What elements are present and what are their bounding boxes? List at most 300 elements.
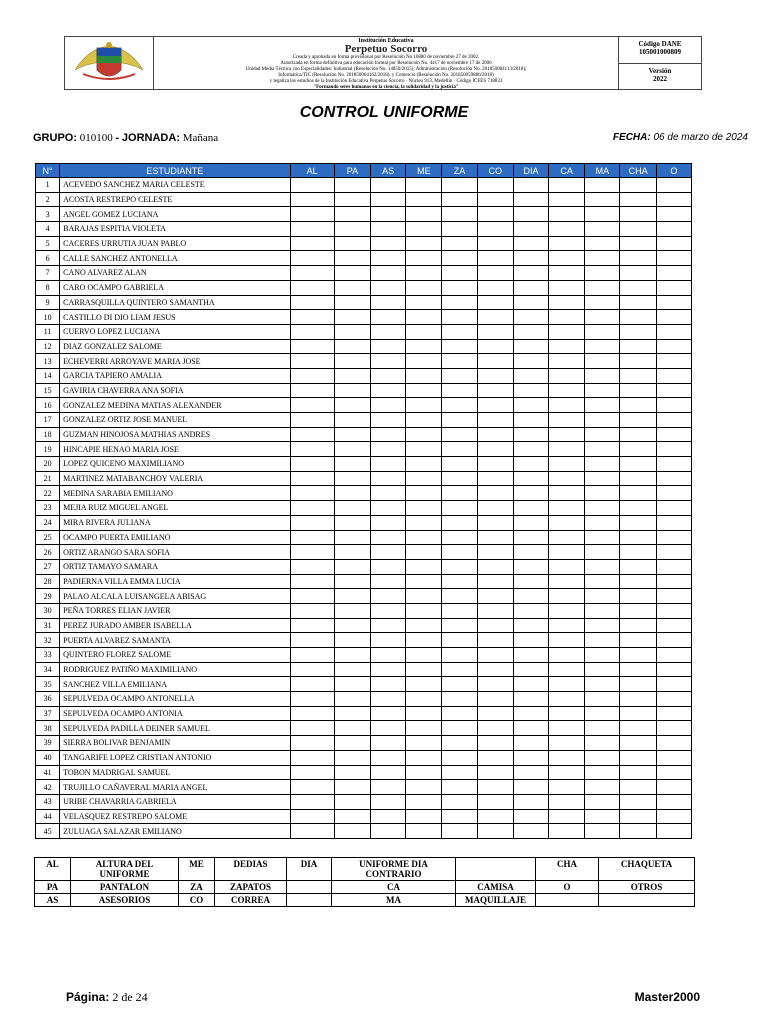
check-cell[interactable] [406, 545, 442, 560]
check-cell[interactable] [334, 618, 370, 633]
check-cell[interactable] [585, 413, 620, 428]
check-cell[interactable] [371, 427, 406, 442]
check-cell[interactable] [442, 721, 477, 736]
check-cell[interactable] [585, 457, 620, 472]
check-cell[interactable] [620, 574, 656, 589]
check-cell[interactable] [513, 427, 548, 442]
check-cell[interactable] [442, 192, 477, 207]
check-cell[interactable] [442, 603, 477, 618]
check-cell[interactable] [290, 457, 334, 472]
check-cell[interactable] [513, 736, 548, 751]
check-cell[interactable] [371, 530, 406, 545]
check-cell[interactable] [290, 178, 334, 193]
check-cell[interactable] [620, 530, 656, 545]
check-cell[interactable] [620, 677, 656, 692]
check-cell[interactable] [334, 192, 370, 207]
check-cell[interactable] [334, 677, 370, 692]
check-cell[interactable] [656, 648, 691, 663]
check-cell[interactable] [371, 794, 406, 809]
check-cell[interactable] [549, 721, 585, 736]
check-cell[interactable] [477, 603, 513, 618]
check-cell[interactable] [549, 178, 585, 193]
check-cell[interactable] [585, 545, 620, 560]
check-cell[interactable] [290, 207, 334, 222]
check-cell[interactable] [513, 794, 548, 809]
check-cell[interactable] [549, 515, 585, 530]
check-cell[interactable] [620, 222, 656, 237]
check-cell[interactable] [406, 222, 442, 237]
check-cell[interactable] [334, 383, 370, 398]
check-cell[interactable] [656, 662, 691, 677]
check-cell[interactable] [334, 178, 370, 193]
check-cell[interactable] [442, 824, 477, 839]
check-cell[interactable] [477, 457, 513, 472]
check-cell[interactable] [334, 398, 370, 413]
check-cell[interactable] [290, 222, 334, 237]
check-cell[interactable] [371, 280, 406, 295]
check-cell[interactable] [442, 398, 477, 413]
check-cell[interactable] [290, 339, 334, 354]
check-cell[interactable] [290, 280, 334, 295]
check-cell[interactable] [442, 545, 477, 560]
check-cell[interactable] [442, 706, 477, 721]
check-cell[interactable] [334, 824, 370, 839]
check-cell[interactable] [585, 603, 620, 618]
check-cell[interactable] [477, 589, 513, 604]
check-cell[interactable] [513, 501, 548, 516]
check-cell[interactable] [334, 794, 370, 809]
check-cell[interactable] [620, 383, 656, 398]
check-cell[interactable] [477, 515, 513, 530]
check-cell[interactable] [585, 618, 620, 633]
check-cell[interactable] [334, 295, 370, 310]
check-cell[interactable] [442, 427, 477, 442]
check-cell[interactable] [442, 530, 477, 545]
check-cell[interactable] [549, 765, 585, 780]
check-cell[interactable] [371, 648, 406, 663]
check-cell[interactable] [477, 692, 513, 707]
check-cell[interactable] [406, 706, 442, 721]
check-cell[interactable] [371, 368, 406, 383]
check-cell[interactable] [620, 809, 656, 824]
check-cell[interactable] [656, 706, 691, 721]
check-cell[interactable] [290, 721, 334, 736]
check-cell[interactable] [290, 324, 334, 339]
check-cell[interactable] [585, 266, 620, 281]
check-cell[interactable] [406, 633, 442, 648]
check-cell[interactable] [620, 794, 656, 809]
check-cell[interactable] [477, 618, 513, 633]
check-cell[interactable] [549, 780, 585, 795]
check-cell[interactable] [513, 721, 548, 736]
check-cell[interactable] [656, 457, 691, 472]
check-cell[interactable] [656, 207, 691, 222]
check-cell[interactable] [585, 207, 620, 222]
check-cell[interactable] [477, 486, 513, 501]
check-cell[interactable] [477, 780, 513, 795]
check-cell[interactable] [656, 310, 691, 325]
check-cell[interactable] [406, 662, 442, 677]
check-cell[interactable] [585, 222, 620, 237]
check-cell[interactable] [334, 633, 370, 648]
check-cell[interactable] [620, 413, 656, 428]
check-cell[interactable] [585, 398, 620, 413]
check-cell[interactable] [290, 692, 334, 707]
check-cell[interactable] [656, 222, 691, 237]
check-cell[interactable] [477, 648, 513, 663]
check-cell[interactable] [371, 824, 406, 839]
check-cell[interactable] [513, 809, 548, 824]
check-cell[interactable] [620, 559, 656, 574]
check-cell[interactable] [620, 442, 656, 457]
check-cell[interactable] [656, 295, 691, 310]
check-cell[interactable] [656, 339, 691, 354]
check-cell[interactable] [442, 178, 477, 193]
check-cell[interactable] [620, 354, 656, 369]
check-cell[interactable] [477, 574, 513, 589]
check-cell[interactable] [585, 559, 620, 574]
check-cell[interactable] [442, 618, 477, 633]
check-cell[interactable] [334, 368, 370, 383]
check-cell[interactable] [406, 677, 442, 692]
check-cell[interactable] [585, 310, 620, 325]
check-cell[interactable] [656, 413, 691, 428]
check-cell[interactable] [334, 339, 370, 354]
check-cell[interactable] [334, 310, 370, 325]
check-cell[interactable] [585, 794, 620, 809]
check-cell[interactable] [585, 178, 620, 193]
check-cell[interactable] [371, 589, 406, 604]
check-cell[interactable] [290, 515, 334, 530]
check-cell[interactable] [656, 603, 691, 618]
check-cell[interactable] [371, 295, 406, 310]
check-cell[interactable] [549, 192, 585, 207]
check-cell[interactable] [656, 501, 691, 516]
check-cell[interactable] [656, 236, 691, 251]
check-cell[interactable] [371, 662, 406, 677]
check-cell[interactable] [513, 222, 548, 237]
check-cell[interactable] [442, 442, 477, 457]
check-cell[interactable] [585, 471, 620, 486]
check-cell[interactable] [513, 354, 548, 369]
check-cell[interactable] [442, 339, 477, 354]
check-cell[interactable] [406, 765, 442, 780]
check-cell[interactable] [406, 648, 442, 663]
check-cell[interactable] [371, 677, 406, 692]
check-cell[interactable] [406, 750, 442, 765]
check-cell[interactable] [334, 266, 370, 281]
check-cell[interactable] [406, 178, 442, 193]
check-cell[interactable] [513, 662, 548, 677]
check-cell[interactable] [477, 222, 513, 237]
check-cell[interactable] [371, 809, 406, 824]
check-cell[interactable] [585, 280, 620, 295]
check-cell[interactable] [513, 178, 548, 193]
check-cell[interactable] [406, 515, 442, 530]
check-cell[interactable] [656, 765, 691, 780]
check-cell[interactable] [442, 589, 477, 604]
check-cell[interactable] [442, 559, 477, 574]
check-cell[interactable] [442, 222, 477, 237]
check-cell[interactable] [371, 442, 406, 457]
check-cell[interactable] [406, 603, 442, 618]
check-cell[interactable] [549, 574, 585, 589]
check-cell[interactable] [406, 295, 442, 310]
check-cell[interactable] [371, 736, 406, 751]
check-cell[interactable] [406, 721, 442, 736]
check-cell[interactable] [656, 618, 691, 633]
check-cell[interactable] [477, 471, 513, 486]
check-cell[interactable] [442, 280, 477, 295]
check-cell[interactable] [406, 192, 442, 207]
check-cell[interactable] [549, 324, 585, 339]
check-cell[interactable] [513, 589, 548, 604]
check-cell[interactable] [442, 501, 477, 516]
check-cell[interactable] [334, 251, 370, 266]
check-cell[interactable] [406, 368, 442, 383]
check-cell[interactable] [513, 545, 548, 560]
check-cell[interactable] [334, 515, 370, 530]
check-cell[interactable] [513, 457, 548, 472]
check-cell[interactable] [371, 251, 406, 266]
check-cell[interactable] [513, 398, 548, 413]
check-cell[interactable] [477, 339, 513, 354]
check-cell[interactable] [585, 648, 620, 663]
check-cell[interactable] [371, 692, 406, 707]
check-cell[interactable] [620, 824, 656, 839]
check-cell[interactable] [290, 677, 334, 692]
check-cell[interactable] [549, 809, 585, 824]
check-cell[interactable] [513, 251, 548, 266]
check-cell[interactable] [585, 736, 620, 751]
check-cell[interactable] [334, 780, 370, 795]
check-cell[interactable] [290, 471, 334, 486]
check-cell[interactable] [656, 736, 691, 751]
check-cell[interactable] [334, 236, 370, 251]
check-cell[interactable] [290, 383, 334, 398]
check-cell[interactable] [585, 809, 620, 824]
check-cell[interactable] [371, 266, 406, 281]
check-cell[interactable] [513, 368, 548, 383]
check-cell[interactable] [406, 442, 442, 457]
check-cell[interactable] [290, 589, 334, 604]
check-cell[interactable] [585, 427, 620, 442]
check-cell[interactable] [334, 222, 370, 237]
check-cell[interactable] [406, 280, 442, 295]
check-cell[interactable] [549, 677, 585, 692]
check-cell[interactable] [290, 442, 334, 457]
check-cell[interactable] [656, 280, 691, 295]
check-cell[interactable] [442, 354, 477, 369]
check-cell[interactable] [585, 633, 620, 648]
check-cell[interactable] [477, 324, 513, 339]
check-cell[interactable] [442, 236, 477, 251]
check-cell[interactable] [549, 618, 585, 633]
check-cell[interactable] [549, 310, 585, 325]
check-cell[interactable] [334, 471, 370, 486]
check-cell[interactable] [371, 324, 406, 339]
check-cell[interactable] [371, 706, 406, 721]
check-cell[interactable] [620, 515, 656, 530]
check-cell[interactable] [290, 192, 334, 207]
check-cell[interactable] [371, 501, 406, 516]
check-cell[interactable] [334, 457, 370, 472]
check-cell[interactable] [406, 354, 442, 369]
check-cell[interactable] [290, 368, 334, 383]
check-cell[interactable] [513, 266, 548, 281]
check-cell[interactable] [656, 398, 691, 413]
check-cell[interactable] [620, 736, 656, 751]
check-cell[interactable] [334, 324, 370, 339]
check-cell[interactable] [406, 501, 442, 516]
check-cell[interactable] [585, 692, 620, 707]
check-cell[interactable] [549, 457, 585, 472]
check-cell[interactable] [334, 692, 370, 707]
check-cell[interactable] [371, 721, 406, 736]
check-cell[interactable] [549, 280, 585, 295]
check-cell[interactable] [585, 501, 620, 516]
check-cell[interactable] [477, 398, 513, 413]
check-cell[interactable] [290, 618, 334, 633]
check-cell[interactable] [290, 706, 334, 721]
check-cell[interactable] [477, 750, 513, 765]
check-cell[interactable] [656, 178, 691, 193]
check-cell[interactable] [406, 383, 442, 398]
check-cell[interactable] [656, 780, 691, 795]
check-cell[interactable] [620, 765, 656, 780]
check-cell[interactable] [442, 692, 477, 707]
check-cell[interactable] [442, 574, 477, 589]
check-cell[interactable] [477, 794, 513, 809]
check-cell[interactable] [620, 633, 656, 648]
check-cell[interactable] [585, 236, 620, 251]
check-cell[interactable] [513, 648, 548, 663]
check-cell[interactable] [477, 706, 513, 721]
check-cell[interactable] [290, 574, 334, 589]
check-cell[interactable] [477, 427, 513, 442]
check-cell[interactable] [406, 559, 442, 574]
check-cell[interactable] [290, 398, 334, 413]
check-cell[interactable] [371, 383, 406, 398]
check-cell[interactable] [290, 648, 334, 663]
check-cell[interactable] [406, 339, 442, 354]
check-cell[interactable] [656, 383, 691, 398]
check-cell[interactable] [549, 794, 585, 809]
check-cell[interactable] [442, 677, 477, 692]
check-cell[interactable] [656, 471, 691, 486]
check-cell[interactable] [406, 530, 442, 545]
check-cell[interactable] [585, 662, 620, 677]
check-cell[interactable] [477, 809, 513, 824]
check-cell[interactable] [656, 794, 691, 809]
check-cell[interactable] [656, 324, 691, 339]
check-cell[interactable] [513, 295, 548, 310]
check-cell[interactable] [371, 750, 406, 765]
check-cell[interactable] [549, 413, 585, 428]
check-cell[interactable] [290, 295, 334, 310]
check-cell[interactable] [585, 295, 620, 310]
check-cell[interactable] [549, 398, 585, 413]
check-cell[interactable] [406, 266, 442, 281]
check-cell[interactable] [334, 706, 370, 721]
check-cell[interactable] [513, 383, 548, 398]
check-cell[interactable] [442, 457, 477, 472]
check-cell[interactable] [371, 486, 406, 501]
check-cell[interactable] [290, 736, 334, 751]
check-cell[interactable] [442, 486, 477, 501]
check-cell[interactable] [620, 545, 656, 560]
check-cell[interactable] [371, 222, 406, 237]
check-cell[interactable] [406, 809, 442, 824]
check-cell[interactable] [620, 207, 656, 222]
check-cell[interactable] [442, 809, 477, 824]
check-cell[interactable] [477, 383, 513, 398]
check-cell[interactable] [477, 178, 513, 193]
check-cell[interactable] [371, 192, 406, 207]
check-cell[interactable] [585, 824, 620, 839]
check-cell[interactable] [334, 354, 370, 369]
check-cell[interactable] [442, 794, 477, 809]
check-cell[interactable] [442, 266, 477, 281]
check-cell[interactable] [656, 545, 691, 560]
check-cell[interactable] [334, 662, 370, 677]
check-cell[interactable] [406, 574, 442, 589]
check-cell[interactable] [406, 427, 442, 442]
check-cell[interactable] [656, 750, 691, 765]
check-cell[interactable] [477, 310, 513, 325]
check-cell[interactable] [442, 383, 477, 398]
check-cell[interactable] [513, 750, 548, 765]
check-cell[interactable] [656, 824, 691, 839]
check-cell[interactable] [513, 192, 548, 207]
check-cell[interactable] [371, 398, 406, 413]
check-cell[interactable] [290, 794, 334, 809]
check-cell[interactable] [477, 633, 513, 648]
check-cell[interactable] [549, 207, 585, 222]
check-cell[interactable] [585, 721, 620, 736]
check-cell[interactable] [549, 442, 585, 457]
check-cell[interactable] [371, 413, 406, 428]
check-cell[interactable] [513, 339, 548, 354]
check-cell[interactable] [371, 633, 406, 648]
check-cell[interactable] [513, 618, 548, 633]
check-cell[interactable] [620, 501, 656, 516]
check-cell[interactable] [620, 780, 656, 795]
check-cell[interactable] [477, 824, 513, 839]
check-cell[interactable] [477, 295, 513, 310]
check-cell[interactable] [371, 574, 406, 589]
check-cell[interactable] [513, 515, 548, 530]
check-cell[interactable] [620, 457, 656, 472]
check-cell[interactable] [549, 824, 585, 839]
check-cell[interactable] [549, 427, 585, 442]
check-cell[interactable] [513, 780, 548, 795]
check-cell[interactable] [371, 354, 406, 369]
check-cell[interactable] [585, 574, 620, 589]
check-cell[interactable] [334, 765, 370, 780]
check-cell[interactable] [442, 471, 477, 486]
check-cell[interactable] [620, 368, 656, 383]
check-cell[interactable] [477, 207, 513, 222]
check-cell[interactable] [371, 780, 406, 795]
check-cell[interactable] [585, 706, 620, 721]
check-cell[interactable] [477, 545, 513, 560]
check-cell[interactable] [477, 192, 513, 207]
check-cell[interactable] [513, 207, 548, 222]
check-cell[interactable] [656, 692, 691, 707]
check-cell[interactable] [290, 603, 334, 618]
check-cell[interactable] [477, 765, 513, 780]
